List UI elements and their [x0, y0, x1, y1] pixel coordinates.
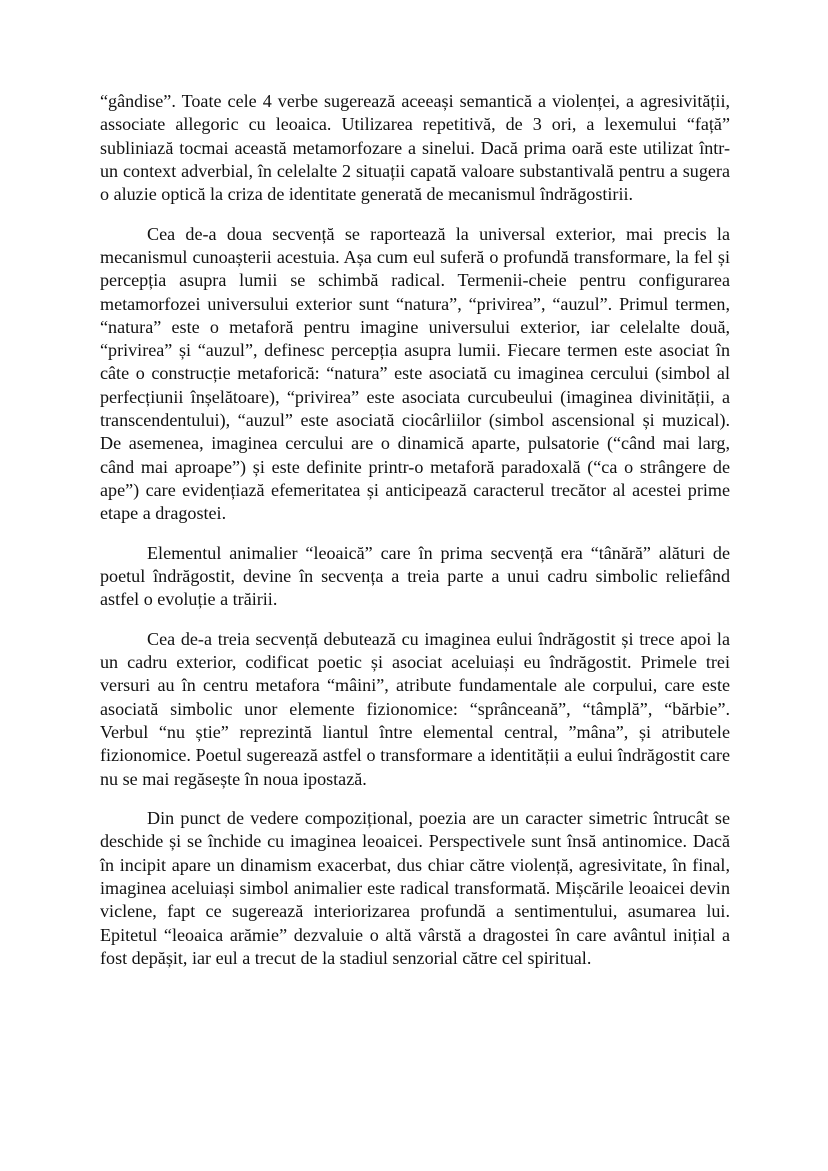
paragraph-1: “gândise”. Toate cele 4 verbe sugerează aceeași semantică a violenței, a agresivității, associate allegoric cu leoaica. Utilizarea repetitivă, de 3 ori, a lexemului “față” subliniază tocmai această metamorfozare a sinelui. Dacă prima oară este utilizat într-un context adverbial, în celelalte 2 situații capată valoare substantivală pentru a sugera o aluzie optică la criza de identitate generată de mecanismul îndrăgostirii.	[100, 91, 730, 205]
paragraph-4: Cea de-a treia secvență debutează cu imaginea eului îndrăgostit și trece apoi la un cadru exterior, codificat poetic și asociat aceluiași eu îndrăgostit. Primele trei versuri au în centru metafora “mâini”, atribute fundamentale ale corpului, care este asociată simbolic unor elemente fizionomice: “sprânceană”, “tâmplă”, “bărbie”. Verbul “nu știe” reprezintă liantul între elemental central, ”mâna”, și atributele fizionomice. Poetul sugerează astfel o transformare a identității a eului îndrăgostit care nu se mai regăsește în noua ipostază.	[100, 628, 730, 789]
paragraph-5: Din punct de vedere compozițional, poezia are un caracter simetric întrucât se deschide și se închide cu imaginea leoaicei. Perspectivele sunt însă antinomice. Dacă în incipit apare un dinamism exacerbat, dus chiar către violență, agresivitate, în final, imaginea aceluiași simbol animalier este radical transformată. Mișcările leoaicei devin viclene, fapt ce sugerează interiorizarea profundă a sentimentului, asumarea lui. Epitetul “leoaica arămie” dezvaluie o altă vârstă a dragostei în care avântul inițial a fost depășit, iar eul a trecut de la stadiul senzorial către cel spiritual.	[100, 808, 730, 968]
paragraph-2: Cea de-a doua secvență se raportează la universal exterior, mai precis la mecanismul cunoașterii acestuia. Așa cum eul suferă o profundă transformare, la fel și percepția asupra lumii se schimbă radical. Termenii-cheie pentru configurarea metamorfozei universului exterior sunt “natura”, “privirea”, “auzul”. Primul termen, “natura” este o metaforă pentru imagine universului exterior, iar celelalte două, “privirea” și “auzul”, definesc percepția asupra lumii. Fiecare termen este asociat în câte o construcție metaforică: “natura” este asociată cu imaginea cercului (simbol al perfecțiunii înșelătoare), “privirea” este asociata curcubeului (imaginea divinității, a transcendentului), “auzul” este asociată ciocârliilor (simbol ascensional și muzical). De asemenea, imaginea cercului are o dinamică aparte, pulsatorie (“când mai larg, când mai aproape”) și este definite printr-o metaforă paradoxală (“ca o strângere de ape”) care evidențiază efemeritatea și anticipează caracterul trecător al acestei prime etape a dragostei.	[100, 223, 730, 524]
document-body	[100, 90, 730, 986]
paragraph-3: Elementul animalier “leoaică” care în prima secvență era “tânără” alături de poetul îndrăgostit, devine în secvența a treia parte a unui cadru simbolic reliefând astfel o evoluție a trăirii.	[100, 542, 730, 610]
